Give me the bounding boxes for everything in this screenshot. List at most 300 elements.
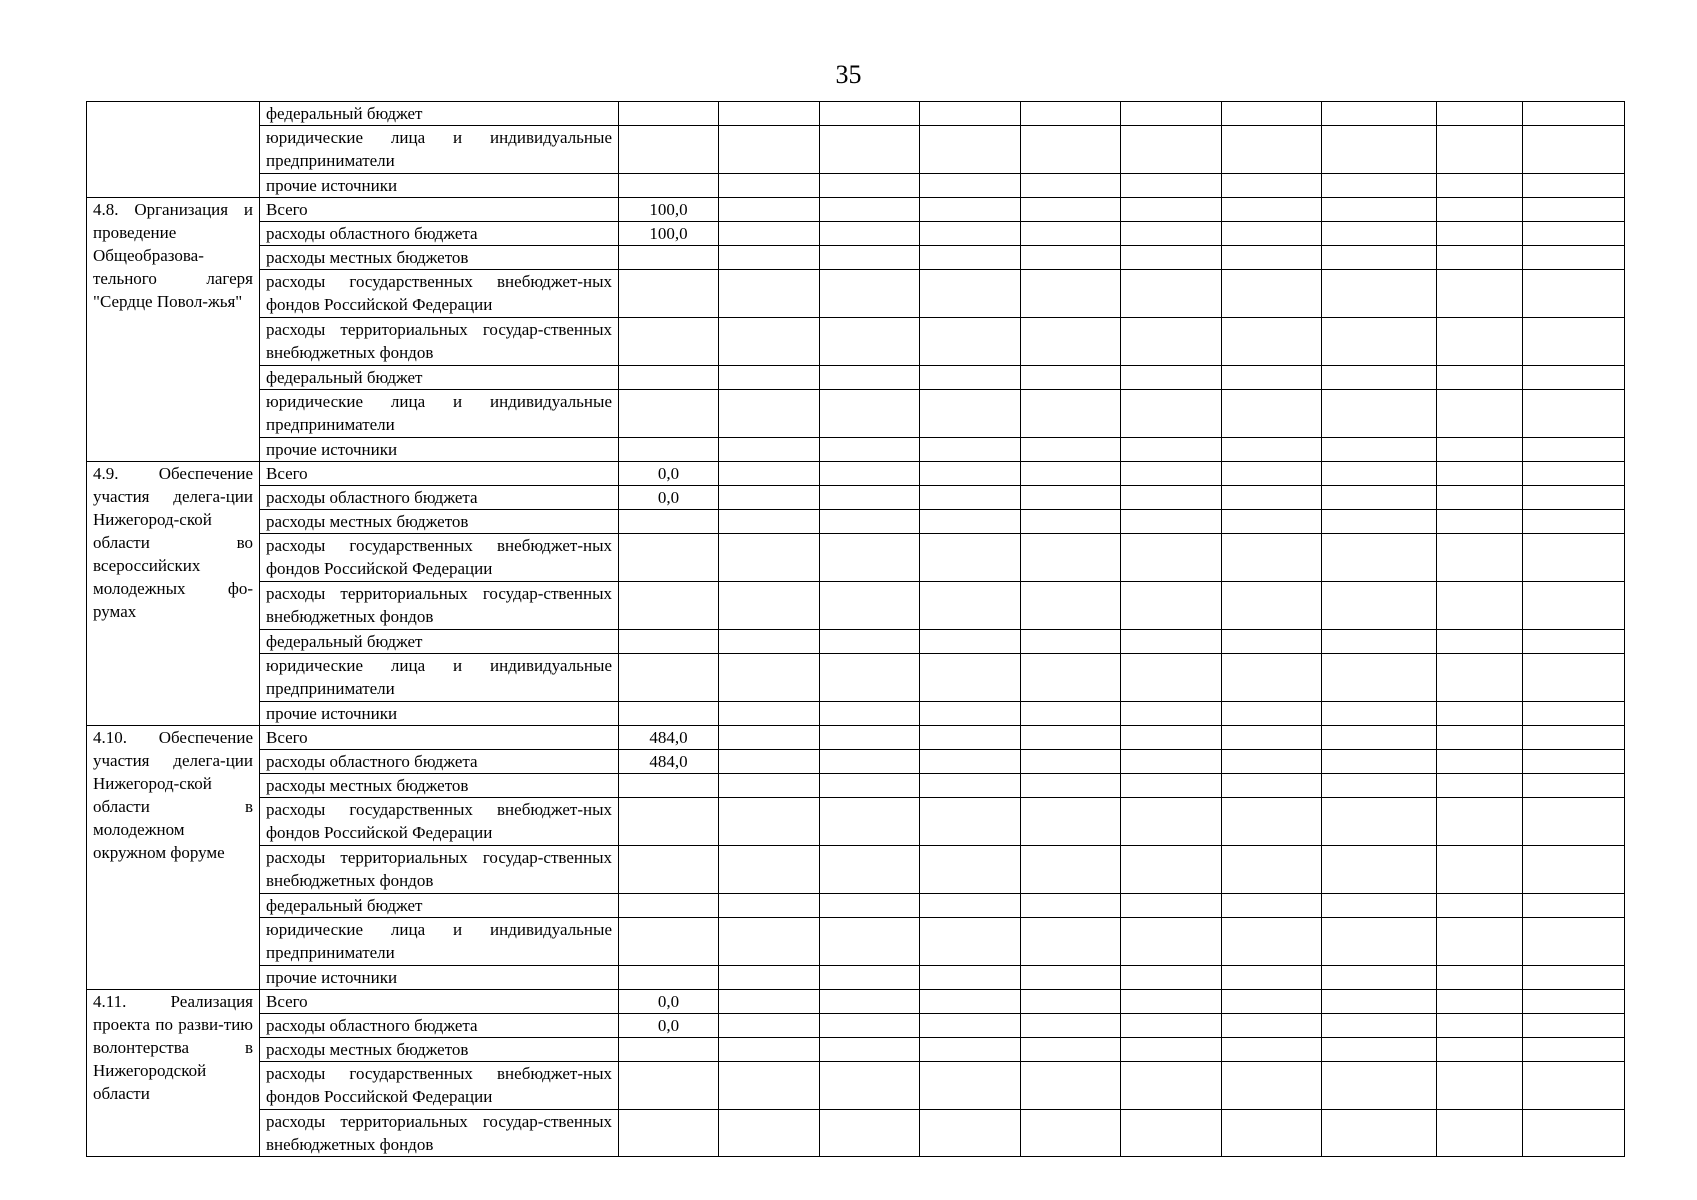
value-cell [719,582,820,630]
value-cell: 0,0 [619,462,719,486]
table-row [87,726,1625,750]
value-cell: 484,0 [619,750,719,774]
value-cell [920,174,1021,198]
value-cell [619,1038,719,1062]
table-row [87,438,1625,462]
value-cell [1437,510,1523,534]
value-cell [1021,1062,1121,1110]
value-cell [619,846,719,894]
value-cell [619,1110,719,1157]
value-cell [719,222,820,246]
value-cell [1222,198,1322,222]
value-cell [619,798,719,846]
value-cell [1322,582,1437,630]
value-cell [1121,174,1222,198]
value-cell [719,462,820,486]
value-cell [1121,486,1222,510]
source-label: расходы государственных внебюджет-ных фондов Российской Федерации [260,798,619,846]
value-cell [920,630,1021,654]
value-cell [820,894,920,918]
value-cell [1021,630,1121,654]
value-cell [719,438,820,462]
table-row [87,1062,1625,1110]
source-label: расходы местных бюджетов [260,774,619,798]
value-cell [1021,726,1121,750]
value-cell [1523,174,1625,198]
value-cell [1523,894,1625,918]
value-cell [1437,750,1523,774]
value-cell [1523,390,1625,438]
value-cell [1523,534,1625,582]
value-cell [820,318,920,366]
value-cell [1437,798,1523,846]
value-cell [1021,894,1121,918]
value-cell [719,366,820,390]
value-cell [1437,270,1523,318]
value-cell [820,1014,920,1038]
value-cell [1322,654,1437,702]
value-cell [820,486,920,510]
value-cell [719,990,820,1014]
value-cell [920,1014,1021,1038]
item-name-cell: 4.10. Обеспечение участия делега-ции Нижегород-ской области в молодежном окружном форуме [87,726,260,990]
value-cell [1523,198,1625,222]
value-cell [1222,486,1322,510]
value-cell [1322,774,1437,798]
value-cell [719,486,820,510]
value-cell [1437,318,1523,366]
value-cell [1021,654,1121,702]
value-cell [1121,966,1222,990]
value-cell [820,270,920,318]
financing-table [86,101,1625,1157]
value-cell [719,390,820,438]
value-cell [1222,990,1322,1014]
value-cell [1523,462,1625,486]
value-cell [1322,702,1437,726]
value-cell [1523,798,1625,846]
value-cell [1437,966,1523,990]
value-cell [1021,702,1121,726]
value-cell [1021,510,1121,534]
table-row [87,846,1625,894]
value-cell [1523,246,1625,270]
source-label: расходы областного бюджета [260,750,619,774]
value-cell [1121,1110,1222,1157]
value-cell [1322,1038,1437,1062]
source-label: прочие источники [260,966,619,990]
table-row [87,582,1625,630]
source-label: расходы местных бюджетов [260,510,619,534]
value-cell [1121,774,1222,798]
value-cell [1121,1014,1222,1038]
value-cell: 0,0 [619,990,719,1014]
value-cell [719,270,820,318]
table-row [87,126,1625,174]
value-cell [920,798,1021,846]
value-cell [1322,630,1437,654]
value-cell [820,126,920,174]
value-cell [1322,102,1437,126]
item-name-cell: 4.8. Организация и проведение Общеобразова-тельного лагеря "Сердце Повол-жья" [87,198,260,462]
value-cell [1523,966,1625,990]
value-cell [1021,318,1121,366]
value-cell [1121,798,1222,846]
value-cell [1021,222,1121,246]
source-label: расходы местных бюджетов [260,246,619,270]
value-cell [1322,798,1437,846]
table-row [87,1110,1625,1157]
value-cell [820,1038,920,1062]
value-cell [1121,918,1222,966]
value-cell [920,726,1021,750]
value-cell [1222,798,1322,846]
value-cell [1322,1014,1437,1038]
table-row [87,198,1625,222]
table-row [87,966,1625,990]
value-cell [820,102,920,126]
value-cell [1021,486,1121,510]
value-cell [1222,918,1322,966]
source-label: расходы территориальных государ-ственных внебюджетных фондов [260,318,619,366]
value-cell [920,894,1021,918]
value-cell [1322,270,1437,318]
value-cell [1121,990,1222,1014]
value-cell: 100,0 [619,222,719,246]
value-cell [820,462,920,486]
value-cell [1222,366,1322,390]
value-cell [1121,726,1222,750]
value-cell [1523,318,1625,366]
value-cell [1437,366,1523,390]
value-cell [920,1038,1021,1062]
table-row [87,654,1625,702]
value-cell [920,654,1021,702]
value-cell [619,438,719,462]
value-cell [619,582,719,630]
value-cell [820,750,920,774]
value-cell [1322,390,1437,438]
value-cell [920,750,1021,774]
value-cell [619,1062,719,1110]
value-cell [1021,270,1121,318]
value-cell [1121,270,1222,318]
value-cell [1021,750,1121,774]
value-cell: 0,0 [619,1014,719,1038]
value-cell [920,366,1021,390]
value-cell [1021,798,1121,846]
value-cell [1121,222,1222,246]
value-cell [820,654,920,702]
value-cell [719,702,820,726]
value-cell [1222,726,1322,750]
value-cell [1437,222,1523,246]
source-label: федеральный бюджет [260,366,619,390]
value-cell [1021,582,1121,630]
value-cell [719,630,820,654]
value-cell [920,102,1021,126]
source-label: Всего [260,462,619,486]
value-cell [1021,1110,1121,1157]
value-cell [1021,390,1121,438]
value-cell [1523,630,1625,654]
source-label: расходы областного бюджета [260,486,619,510]
value-cell [920,486,1021,510]
value-cell [1437,654,1523,702]
value-cell [1121,318,1222,366]
value-cell [920,1062,1021,1110]
value-cell [920,966,1021,990]
source-label: юридические лица и индивидуальные предприниматели [260,918,619,966]
value-cell [1322,1062,1437,1110]
value-cell [1322,846,1437,894]
value-cell [719,726,820,750]
value-cell [719,246,820,270]
value-cell [719,1014,820,1038]
value-cell [1222,1038,1322,1062]
value-cell [1021,198,1121,222]
value-cell [619,702,719,726]
value-cell [820,726,920,750]
value-cell [1322,1110,1437,1157]
table-row [87,798,1625,846]
table-row [87,486,1625,510]
table-row [87,318,1625,366]
value-cell [719,510,820,534]
value-cell [1322,438,1437,462]
value-cell [820,846,920,894]
value-cell [1121,846,1222,894]
value-cell [1222,966,1322,990]
source-label: расходы государственных внебюджет-ных фондов Российской Федерации [260,270,619,318]
value-cell [719,654,820,702]
source-label: расходы территориальных государ-ственных внебюджетных фондов [260,582,619,630]
source-label: расходы местных бюджетов [260,1038,619,1062]
table-row [87,534,1625,582]
table-row [87,630,1625,654]
value-cell [1437,582,1523,630]
value-cell [920,438,1021,462]
value-cell [920,198,1021,222]
value-cell [719,1110,820,1157]
value-cell [820,246,920,270]
value-cell [820,702,920,726]
value-cell [1021,102,1121,126]
value-cell [820,1062,920,1110]
value-cell [1121,198,1222,222]
value-cell [1121,702,1222,726]
value-cell [820,798,920,846]
value-cell [619,174,719,198]
value-cell [820,390,920,438]
value-cell [1322,462,1437,486]
value-cell [820,966,920,990]
value-cell [1322,894,1437,918]
value-cell [920,1110,1021,1157]
table-row [87,774,1625,798]
source-label: федеральный бюджет [260,102,619,126]
value-cell [920,126,1021,174]
value-cell [1021,246,1121,270]
source-label: федеральный бюджет [260,894,619,918]
value-cell [1523,222,1625,246]
value-cell [619,270,719,318]
value-cell [1121,366,1222,390]
value-cell [1222,438,1322,462]
table-row [87,1038,1625,1062]
value-cell [1523,990,1625,1014]
source-label: расходы территориальных государ-ственных внебюджетных фондов [260,1110,619,1157]
value-cell [1222,894,1322,918]
value-cell [1437,174,1523,198]
value-cell [1523,126,1625,174]
value-cell [1121,390,1222,438]
value-cell [1121,654,1222,702]
value-cell [1222,222,1322,246]
table-row [87,174,1625,198]
value-cell [920,774,1021,798]
value-cell [1322,222,1437,246]
value-cell [1437,1062,1523,1110]
value-cell [820,918,920,966]
value-cell [1121,102,1222,126]
value-cell [820,990,920,1014]
value-cell [619,918,719,966]
value-cell [1322,726,1437,750]
value-cell [920,246,1021,270]
value-cell [1437,246,1523,270]
source-label: расходы государственных внебюджет-ных фондов Российской Федерации [260,1062,619,1110]
value-cell [1222,1110,1322,1157]
value-cell [1322,750,1437,774]
value-cell [1437,918,1523,966]
table-row [87,702,1625,726]
value-cell [920,846,1021,894]
value-cell [1021,126,1121,174]
page-number: 35 [835,60,862,89]
value-cell [1523,1014,1625,1038]
value-cell [1222,102,1322,126]
value-cell [1437,1038,1523,1062]
value-cell [1437,630,1523,654]
table-row [87,222,1625,246]
item-name-cell: 4.11. Реализация проекта по разви-тию волонтерства в Нижегородской области [87,990,260,1157]
value-cell [820,510,920,534]
value-cell [820,366,920,390]
value-cell [1121,582,1222,630]
value-cell [1322,174,1437,198]
value-cell [1121,462,1222,486]
value-cell [1523,270,1625,318]
value-cell [1222,246,1322,270]
source-label: расходы областного бюджета [260,1014,619,1038]
value-cell [1121,246,1222,270]
value-cell [820,582,920,630]
value-cell [1523,1062,1625,1110]
value-cell [1222,846,1322,894]
table-row [87,246,1625,270]
value-cell [619,102,719,126]
value-cell [1021,918,1121,966]
value-cell [619,654,719,702]
table-row [87,894,1625,918]
value-cell [1322,918,1437,966]
value-cell [920,222,1021,246]
value-cell [719,894,820,918]
value-cell [619,126,719,174]
value-cell [1222,654,1322,702]
value-cell [820,774,920,798]
value-cell [719,534,820,582]
value-cell [1222,126,1322,174]
value-cell [1222,702,1322,726]
source-label: расходы территориальных государ-ственных внебюджетных фондов [260,846,619,894]
value-cell [1437,702,1523,726]
value-cell [719,1062,820,1110]
table-row [87,462,1625,486]
value-cell [1523,726,1625,750]
value-cell [1222,534,1322,582]
value-cell [1437,438,1523,462]
value-cell [1222,630,1322,654]
value-cell [1322,126,1437,174]
value-cell [1322,990,1437,1014]
value-cell [1322,318,1437,366]
table-row [87,1014,1625,1038]
value-cell [1437,1014,1523,1038]
table-row [87,270,1625,318]
value-cell [719,774,820,798]
value-cell [1021,438,1121,462]
value-cell [1021,1038,1121,1062]
value-cell [719,750,820,774]
value-cell [1523,654,1625,702]
value-cell [619,510,719,534]
value-cell [1121,630,1222,654]
value-cell [1523,510,1625,534]
value-cell [1322,198,1437,222]
value-cell [1523,702,1625,726]
value-cell [1523,102,1625,126]
source-label: прочие источники [260,702,619,726]
value-cell [1222,774,1322,798]
value-cell [920,990,1021,1014]
value-cell [1437,846,1523,894]
value-cell [1222,510,1322,534]
source-label: юридические лица и индивидуальные предприниматели [260,390,619,438]
value-cell [920,510,1021,534]
value-cell [1021,774,1121,798]
value-cell [820,630,920,654]
value-cell [920,918,1021,966]
value-cell [1121,750,1222,774]
value-cell [1021,846,1121,894]
source-label: расходы областного бюджета [260,222,619,246]
value-cell [820,1110,920,1157]
item-name-cell [87,102,260,198]
value-cell [1523,438,1625,462]
value-cell [820,534,920,582]
value-cell [1437,102,1523,126]
value-cell [1523,774,1625,798]
value-cell [1437,534,1523,582]
value-cell [1322,966,1437,990]
value-cell [719,798,820,846]
table-row [87,390,1625,438]
source-label: прочие источники [260,438,619,462]
value-cell: 100,0 [619,198,719,222]
value-cell [1523,846,1625,894]
